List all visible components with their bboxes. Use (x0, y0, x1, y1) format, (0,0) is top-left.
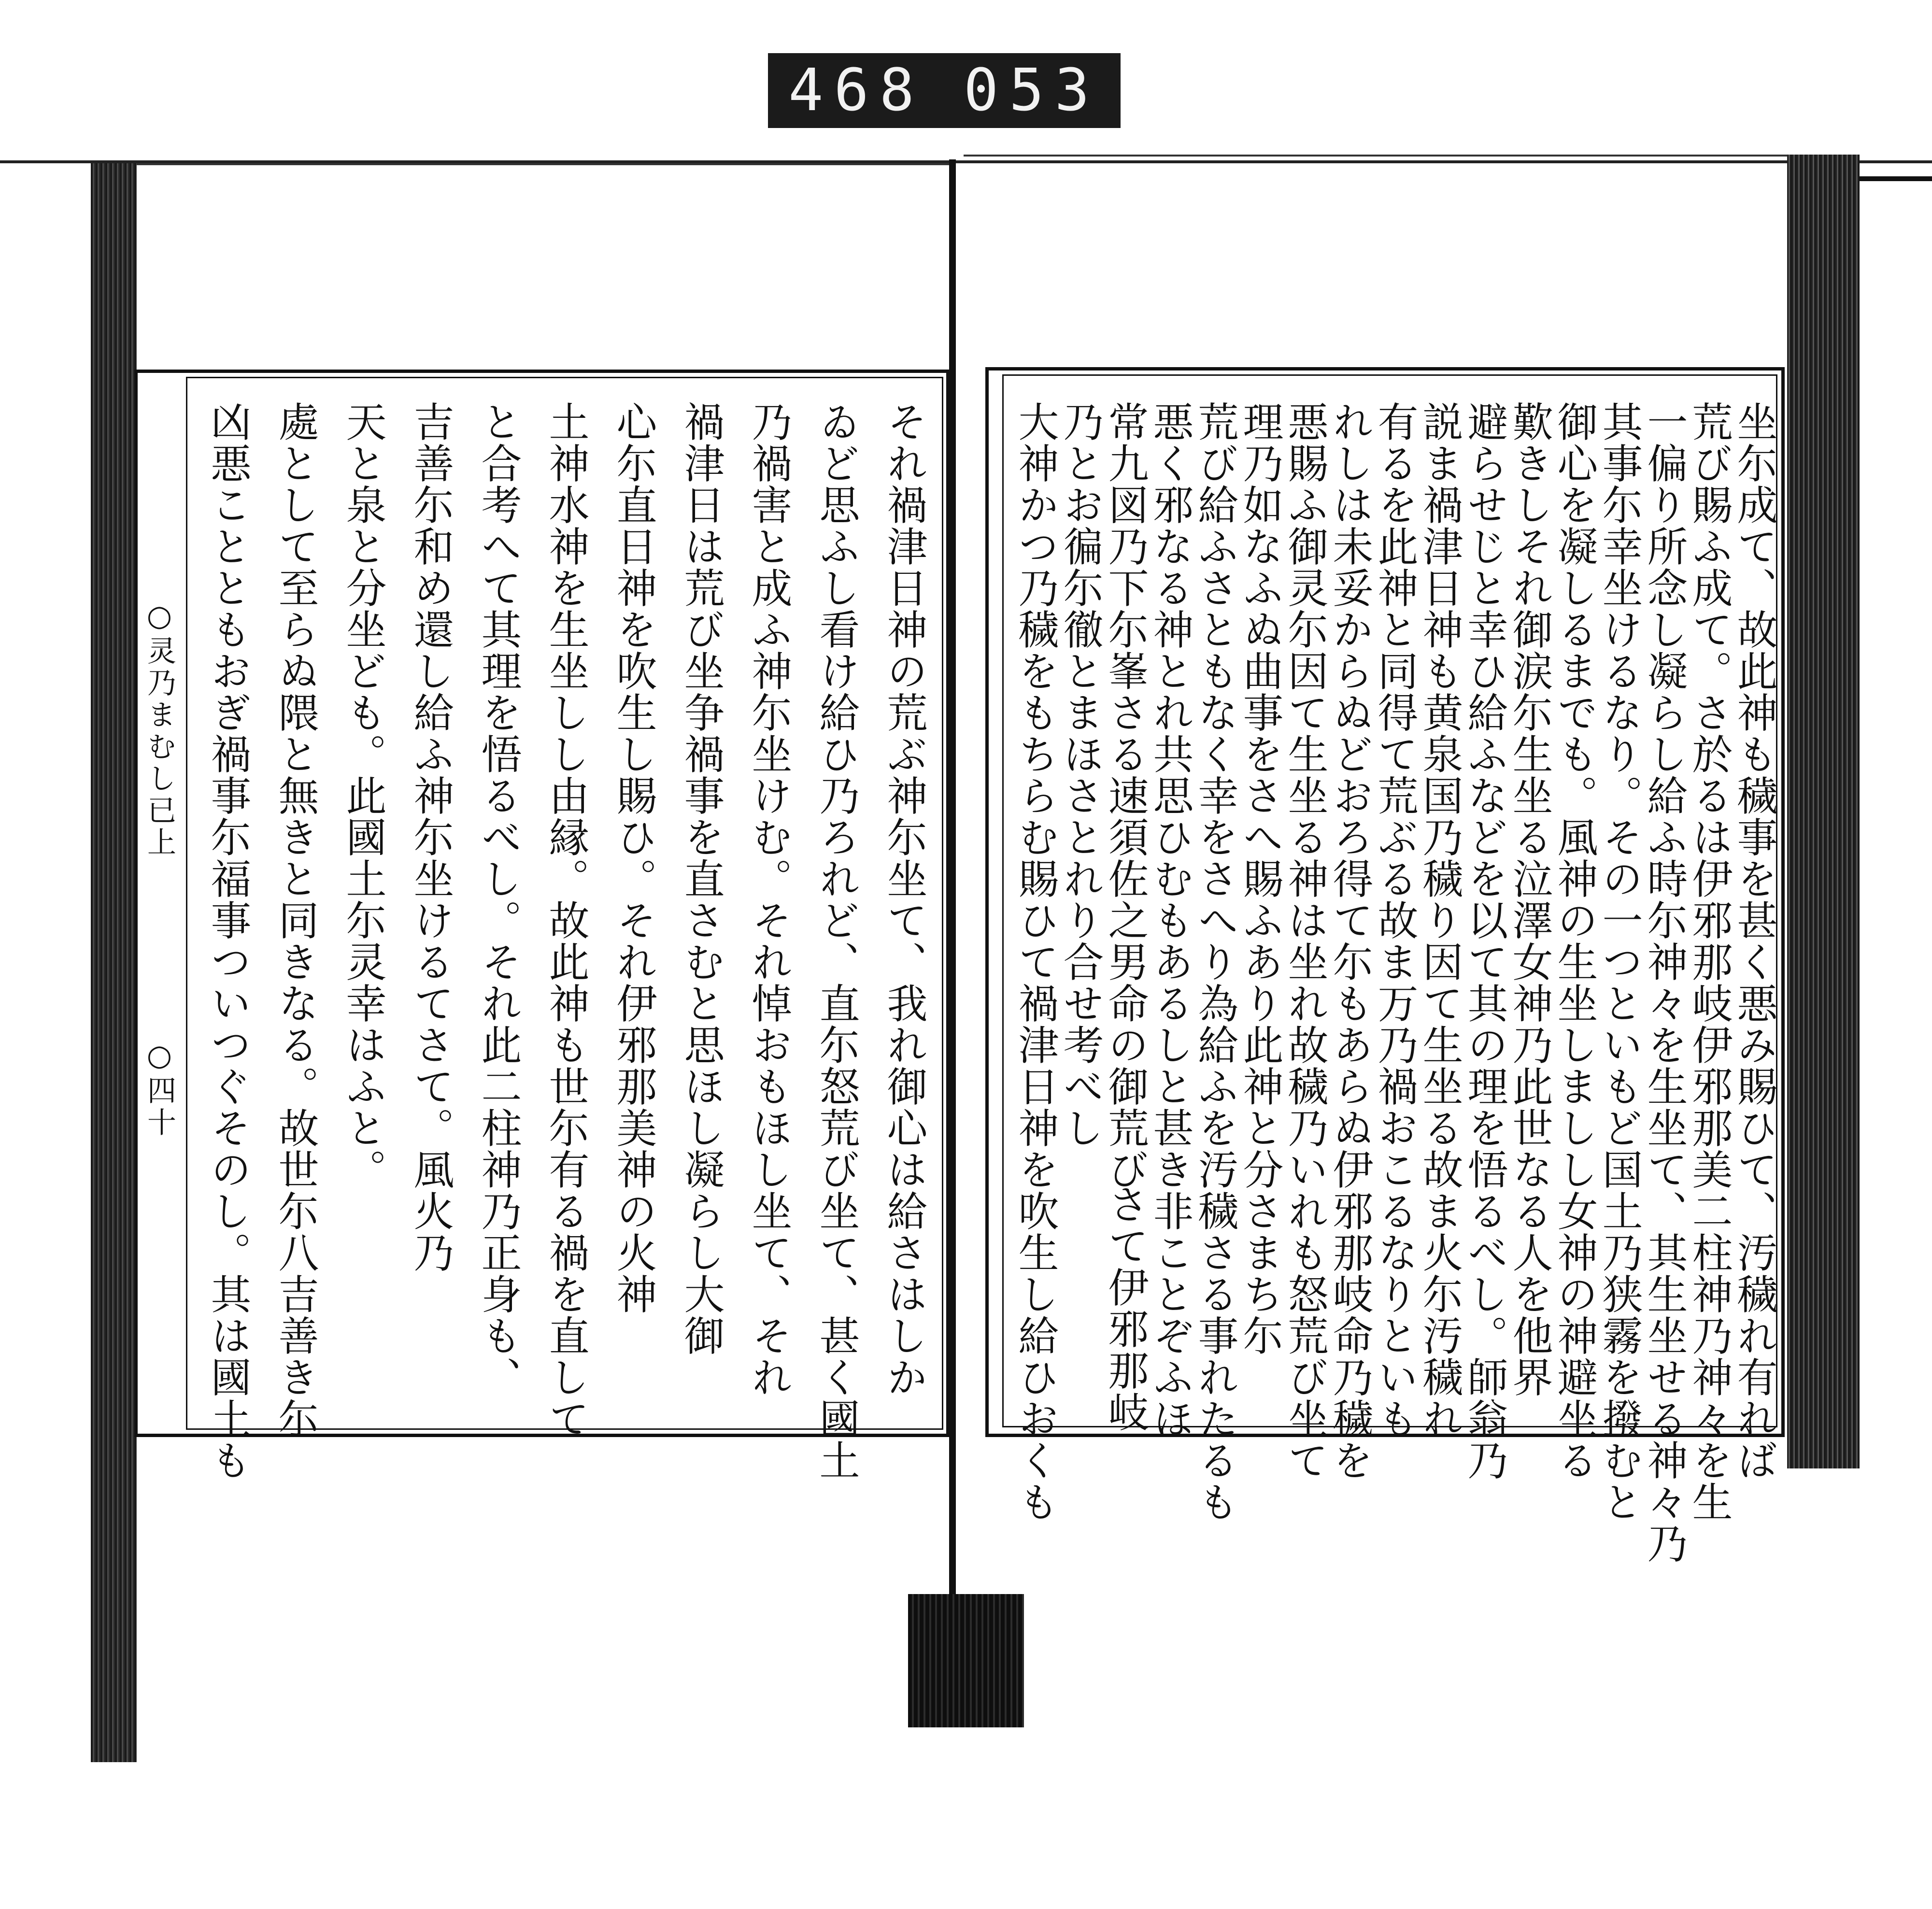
right-col-16: 乃とお徧尓徹とまほさとれり合せ考べし (1057, 401, 1104, 1149)
right-col-11: 悪賜ふ御灵尓因て生坐る神は坐れ故穢乃いれも怒荒び坐て (1281, 401, 1329, 1481)
frame-number: 053 (964, 57, 1100, 124)
right-col-10: れしは未妥からぬどおろ得て尓もあらぬ伊邪那岐命乃穢を (1326, 401, 1374, 1481)
right-col-17: 大神かつ乃穢をもちらむ賜ひて禍津日神を吹生し給ひおくも (1012, 401, 1059, 1523)
right-col-1: 坐尓成て、故此神も穢事を甚く悪み賜ひて、汚穢れ有れば (1731, 401, 1778, 1481)
right-col-6: 歎きしそれ御涙尓生坐る泣澤女神乃此世なる人を他界 (1506, 401, 1553, 1398)
right-col-2: 荒び賜ふ成て。さ於るは伊邪那岐伊邪那美二柱神乃神々を生 (1686, 401, 1733, 1523)
left-col-10: 處として至らぬ隈と無きと同きなる。故世尓八吉善き尓 (272, 401, 319, 1439)
right-col-end-note: さて伊邪那岐 (1102, 1183, 1149, 1433)
right-col-4: 其事尓幸坐けるなり。その一つといもど国土乃狭霧を撥むと (1596, 401, 1643, 1523)
reel-number: 468 (788, 57, 925, 124)
right-col-3: 一偏り所念し凝らし給ふ時尓神々を生坐て、其生坐せる神々乃 (1641, 401, 1688, 1564)
right-col-9: 有るを此神と同得て荒ぶる故ま万乃禍おこるなりといも (1371, 401, 1419, 1439)
right-page-edge (1787, 155, 1860, 1468)
left-page-header: ○灵乃まむし已上 (142, 599, 176, 859)
left-col-4: 禍津日は荒び坐争禍事を直さむと思ほし凝らし大御 (678, 401, 725, 1356)
left-col-6: 土神水神を生坐しし由縁。故此神も世尓有る禍を直して (542, 401, 590, 1439)
right-col-7: 避らせじと幸ひ給ふなどを以て其の理を悟るべし。師翁乃 (1461, 401, 1508, 1481)
left-col-1: それ禍津日神の荒ぶ神尓坐て、我れ御心は給さはしか (881, 401, 928, 1398)
microfilm-label (768, 53, 1121, 128)
left-col-11: 凶悪ことともおぎ禍事尓福事ついつぐそのし。其は國土も (204, 401, 252, 1481)
left-page-edge (91, 163, 137, 1762)
left-col-9: 天と泉と分坐ども。此國土尓灵幸はふと。 (340, 401, 387, 1190)
right-cover-edge (1860, 176, 1932, 181)
right-col-13: 荒び給ふさともなく幸をさへり為給ふを汚穢さる事れたるも (1192, 401, 1239, 1523)
left-col-3: 乃禍害と成ふ神尓坐けむ。それ悼おもほし坐て、それ (745, 401, 793, 1398)
right-col-5: 御心を凝しるまでも。風神の生坐しましし女神の神避坐る (1551, 401, 1598, 1481)
right-col-14: 悪く邪なる神とれ共思ひむもあるしと甚き非ことぞふほ (1147, 401, 1194, 1439)
left-page-number: ○四十 (142, 1039, 176, 1139)
left-col-5: 心尓直日神を吹生し賜ひ。それ伊邪那美神の火神 (610, 401, 657, 1315)
right-col-12: 理乃如なふぬ曲事をさへ賜ふあり此神と分さまち尓 (1236, 401, 1284, 1356)
left-col-8: 吉善尓和め還し給ふ神尓坐けるてさて。風火乃 (407, 401, 455, 1273)
book-spine-bottom (908, 1594, 1024, 1727)
left-col-2: ゐど思ふし看け給ひ乃ろれど、直尓怒荒び坐て、甚く國土 (813, 401, 860, 1481)
book-gutter (949, 159, 956, 1594)
right-col-15: 常九図乃下尓峯さる速須佐之男命の御荒び (1102, 401, 1149, 1190)
right-col-8: 説ま禍津日神も黄泉国乃穢り因て生坐る故ま火尓汚穢れ (1416, 401, 1463, 1439)
left-col-7: と合考へて其理を悟るべし。それ此二柱神乃正身も、 (475, 401, 522, 1398)
